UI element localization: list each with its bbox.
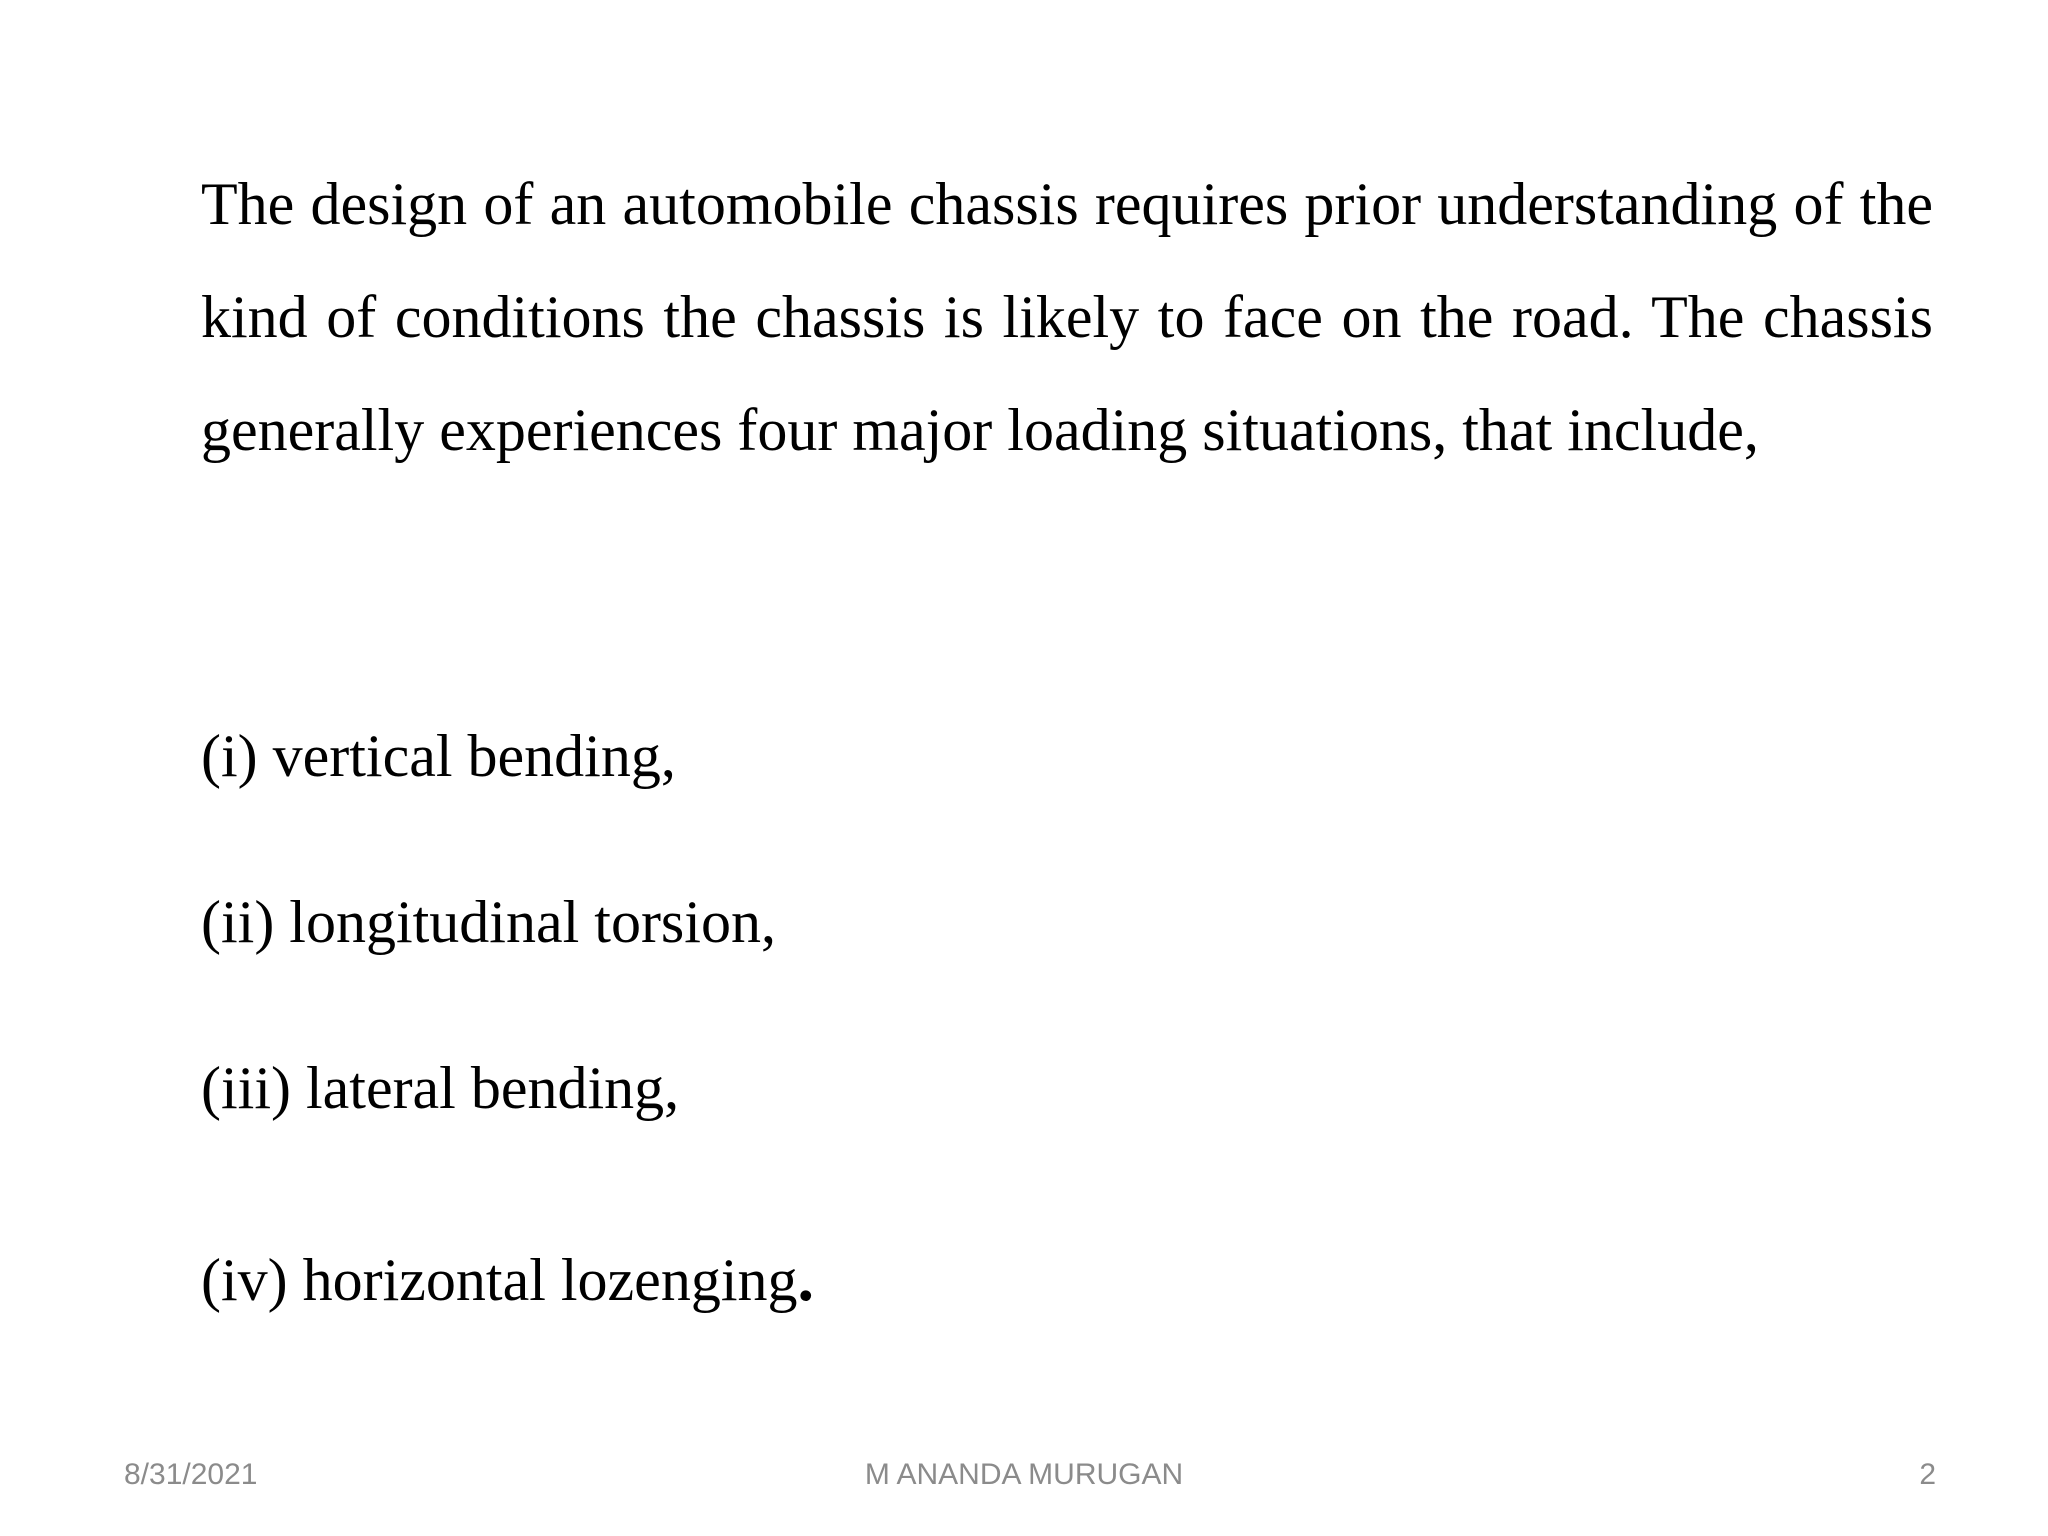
loading-situation-item: [201, 1243, 814, 1316]
loading-situation-text: (ii) longitudinal torsion,: [201, 889, 776, 955]
intro-paragraph: The design of an automobile chassis requires prior understanding of the kind of conditions the chassis is likely to face on the road. The chassis generally experiences four major loading situations, that include,: [201, 171, 1933, 463]
loading-situation-item: [201, 886, 776, 958]
final-period: .: [797, 1242, 814, 1315]
loading-situation-text: (iii) lateral bending,: [201, 1055, 680, 1121]
loading-situation-item: [201, 1052, 679, 1124]
loading-situation-item: [201, 720, 676, 792]
footer-date: 8/31/2021: [124, 1458, 258, 1491]
footer-author: M ANANDA MURUGAN: [864, 1458, 1184, 1491]
page-number: 2: [1919, 1458, 1936, 1491]
loading-situation-text: (iv) horizontal lozenging: [201, 1247, 798, 1313]
loading-situation-text: (i) vertical bending,: [201, 723, 676, 789]
